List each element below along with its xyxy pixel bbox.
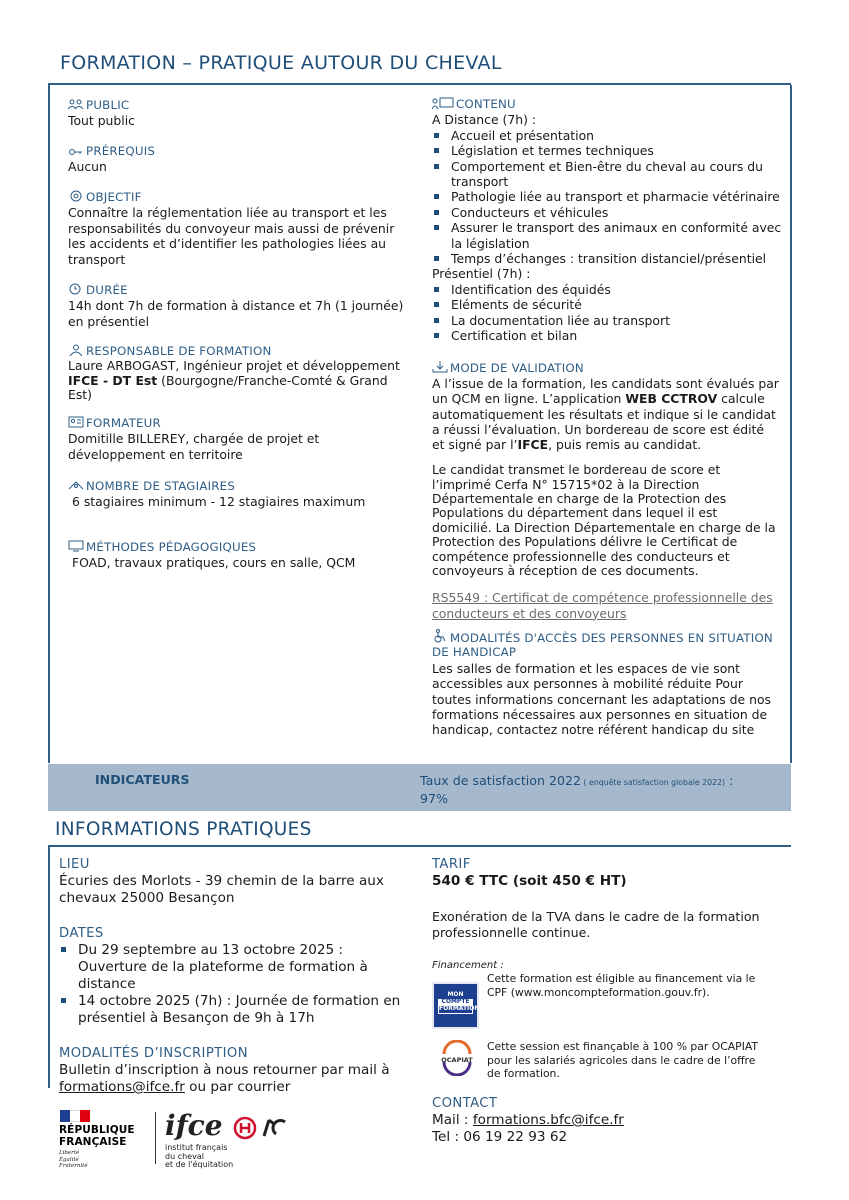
- left-frame-line: [48, 85, 50, 763]
- list-item: Conducteurs et véhicules: [432, 205, 782, 220]
- list-item: Temps d’échanges : transition distanciel/présentiel: [432, 251, 782, 266]
- validation-paragraph-2: Le candidat transmet le bordereau de score et l’imprimé Cerfa N° 15715*02 à la Direction Départementale en charge de la Protection des Populations du département dans lequel il est domicilié. La Direction Départementale en charge de la Protection des Populations délivre le Certificat de compétence professionnelle des conducteurs et convoyeurs à réception de ces documents.: [432, 462, 776, 579]
- target-icon: [68, 190, 84, 202]
- infos-title: INFORMATIONS PRATIQUES: [55, 819, 312, 840]
- formateur-section: [68, 416, 408, 462]
- contenu-distance-list: [432, 128, 782, 267]
- public-text: Tout public: [68, 113, 135, 129]
- dates-section: [59, 925, 414, 1027]
- methodes-text: FOAD, travaux pratiques, cours en salle, QCM: [72, 555, 356, 571]
- cpf-logo-line: MON: [447, 991, 464, 998]
- people-icon: [68, 98, 84, 110]
- formateur-name: Domitille BILLEREY: [68, 431, 186, 447]
- duree-section: [68, 283, 413, 329]
- rider-icon: [261, 1116, 291, 1140]
- objectif-title: OBJECTIF: [86, 190, 142, 204]
- inscription-email-link[interactable]: formations@ifce.fr: [59, 1079, 185, 1095]
- logo-divider: [155, 1112, 156, 1164]
- responsable-name: Laure ARBOGAST: [68, 358, 176, 373]
- flag-icon: [60, 1110, 90, 1122]
- validation-app-name: WEB CCTROV: [625, 391, 718, 407]
- tarif-title: TARIF: [432, 857, 471, 872]
- ifce-sub-line: et de l'équitation: [165, 1160, 234, 1170]
- inscription-suffix: ou par courrier: [184, 1079, 291, 1095]
- contact-title: CONTACT: [432, 1096, 498, 1111]
- monitor-icon: [68, 540, 84, 552]
- inscription-section: [59, 1045, 414, 1096]
- ocapiat-logo: [436, 1040, 478, 1076]
- ocapiat-text: Cette session est finançable à 100 % par OCAPIAT pour les salariés agricoles dans le cadre de l’offre de formation.: [487, 1040, 759, 1081]
- lieu-title: LIEU: [59, 857, 90, 872]
- presentation-icon: [432, 97, 454, 109]
- contact-mail-label: Mail :: [432, 1112, 473, 1128]
- lieu-section: [59, 856, 409, 907]
- key-icon: [68, 144, 84, 156]
- inscription-title: MODALITÉS D’INSCRIPTION: [59, 1046, 248, 1061]
- motto-line: Égalité: [59, 1156, 79, 1163]
- responsable-role: , Ingénieur projet et développement: [175, 358, 400, 373]
- validation-text: A l’issue de la formation, les candidats sont évalués par un QCM en ligne. L’application: [432, 376, 779, 407]
- list-item: Assurer le transport des animaux en conformité avec la législation: [432, 220, 782, 251]
- cpf-text: Cette formation est éligible au financement via le CPF (www.moncompteformation.gouv.fr).: [487, 972, 756, 999]
- cpf-logo-line: COMPTE: [438, 999, 473, 1006]
- tarif-section: [432, 856, 782, 941]
- responsable-text: [68, 359, 413, 403]
- indicateurs-text: [420, 773, 765, 807]
- clock-icon: [68, 283, 84, 295]
- prerequis-section: [68, 144, 408, 175]
- objectif-section: [68, 190, 408, 267]
- handicap-text: Les salles de formation et les espaces de vie sont accessibles aux personnes à mobilité réduite Pour toutes informations concernant les adaptations de nos formations nécessaires aux personnes en situation de handicap, contactez notre référent handicap du site: [432, 661, 771, 738]
- republique-francaise-logo: [59, 1110, 149, 1180]
- stagiaires-title: NOMBRE DE STAGIAIRES: [86, 479, 236, 493]
- contenu-presentiel-list: [432, 282, 782, 344]
- cpf-logo-line: FORMATION: [439, 1005, 480, 1012]
- tarif-tva: Exonération de la TVA dans le cadre de la formation professionnelle continue.: [432, 909, 760, 940]
- public-title: PUBLIC: [86, 98, 130, 112]
- rf-line: RÉPUBLIQUE: [59, 1124, 135, 1136]
- rf-line: FRANÇAISE: [59, 1135, 127, 1148]
- stagiaires-text: 6 stagiaires minimum - 12 stagiaires maximum: [72, 494, 366, 510]
- list-item: Comportement et Bien-être du cheval au cours du transport: [432, 159, 782, 190]
- motto-line: Liberté: [59, 1150, 80, 1156]
- contact-tel: Tel : 06 19 22 93 62: [432, 1129, 568, 1145]
- list-item: Identification des équidés: [432, 282, 782, 297]
- infos-underline: [48, 845, 791, 847]
- id-card-icon: [68, 416, 84, 428]
- satisfaction-label: Taux de satisfaction 2022: [420, 773, 582, 788]
- validation-text: , puis remis au candidat.: [548, 437, 702, 453]
- responsable-title: RESPONSABLE DE FORMATION: [86, 344, 272, 358]
- objectif-text: Connaître la réglementation liée au transport et les responsabilités du convoyeur mais aussi de prévenir les accidents et d’identifier les pathologies liées au transport: [68, 205, 395, 267]
- right-frame-line: [790, 85, 792, 763]
- list-item: Du 29 septembre au 13 octobre 2025 : Ouverture de la plateforme de formation à distance: [59, 942, 414, 993]
- cpf-logo: [432, 982, 479, 1029]
- contact-email-link[interactable]: formations.bfc@ifce.fr: [472, 1112, 624, 1128]
- responsable-section: [68, 344, 413, 403]
- person-icon: [68, 344, 84, 356]
- stagiaires-section: [68, 479, 408, 510]
- list-item: Pathologie liée au transport et pharmacie vétérinaire: [432, 189, 782, 204]
- list-item: 14 octobre 2025 (7h) : Journée de formation en présentiel à Besançon de 9h à 17h: [59, 993, 414, 1027]
- validation-text: calcule automatiquement les résultats et indique si le candidat a réussi l’évaluation. Un bordereau de score est édité et signé par l’: [432, 391, 776, 453]
- validation-section: [432, 361, 780, 621]
- financement-label: Financement :: [432, 960, 504, 971]
- lieu-text: Écuries des Morlots - 39 chemin de la barre aux chevaux 25000 Besançon: [59, 873, 384, 906]
- dates-list: [59, 942, 414, 1027]
- formateur-role: , chargée de projet et développement en territoire: [68, 431, 320, 462]
- download-icon: [432, 361, 448, 373]
- tarif-price: 540 € TTC (soit 450 € HT): [432, 873, 627, 889]
- responsable-region: (Bourgogne/Franche-Comté & Grand Est): [68, 372, 388, 402]
- haras-icon: [233, 1116, 257, 1140]
- contact-section: [432, 1095, 782, 1146]
- list-item: Législation et termes techniques: [432, 143, 782, 158]
- duree-text: 14h dont 7h de formation à distance et 7h (1 journée) en présentiel: [68, 298, 404, 329]
- validation-paragraph-1: [432, 376, 780, 452]
- responsable-org: IFCE - DT Est: [68, 372, 158, 388]
- prerequis-title: PRÉREQUIS: [86, 144, 156, 158]
- ifce-sub-line: du cheval: [165, 1151, 204, 1161]
- handicap-section: [432, 629, 782, 737]
- validation-org: IFCE: [517, 437, 549, 453]
- contenu-title: CONTENU: [456, 97, 516, 111]
- contenu-distance-label: A Distance (7h) :: [432, 112, 537, 128]
- formateur-text: [68, 431, 408, 462]
- dates-title: DATES: [59, 926, 104, 941]
- inscription-text: [59, 1062, 414, 1096]
- list-item: Certification et bilan: [432, 328, 782, 343]
- group-icon: [68, 479, 84, 491]
- ocapiat-logo-text: OCAPIAT: [441, 1056, 473, 1064]
- contact-mail: [432, 1112, 782, 1129]
- infos-left-line: [48, 846, 50, 1088]
- satisfaction-note: ( enquête satisfaction globale 2022): [581, 778, 726, 787]
- formateur-title: FORMATEUR: [86, 416, 161, 430]
- handicap-title: MODALITÉS D'ACCÈS DES PERSONNES EN SITUATION DE HANDICAP: [432, 631, 773, 659]
- contenu-section: [432, 97, 782, 344]
- motto-line: Fraternité: [59, 1163, 88, 1169]
- page-title: FORMATION – PRATIQUE AUTOUR DU CHEVAL: [60, 52, 502, 74]
- ifce-wordmark: ifce: [165, 1109, 223, 1142]
- validation-title: MODE DE VALIDATION: [450, 361, 584, 375]
- satisfaction-value: : 97%: [420, 773, 734, 806]
- methodes-title: MÉTHODES PÉDAGOGIQUES: [86, 540, 257, 554]
- duree-title: DURÉE: [86, 283, 128, 297]
- public-section: [68, 98, 408, 129]
- ifce-logo: [165, 1110, 305, 1180]
- inscription-intro: Bulletin d’inscription à nous retourner par mail à: [59, 1062, 390, 1078]
- wheelchair-icon: [432, 629, 448, 643]
- contenu-presentiel-label: Présentiel (7h) :: [432, 266, 531, 282]
- list-item: Eléments de sécurité: [432, 297, 782, 312]
- prerequis-text: Aucun: [68, 159, 107, 175]
- methodes-section: [68, 540, 408, 571]
- indicateurs-label: INDICATEURS: [95, 772, 190, 787]
- title-underline: [48, 83, 791, 85]
- list-item: Accueil et présentation: [432, 128, 782, 143]
- rs5549-link[interactable]: RS5549 : Certificat de compétence professionnelle des conducteurs et des convoyeurs: [432, 590, 773, 621]
- ifce-sub-line: institut français: [165, 1143, 228, 1152]
- list-item: La documentation liée au transport: [432, 313, 782, 328]
